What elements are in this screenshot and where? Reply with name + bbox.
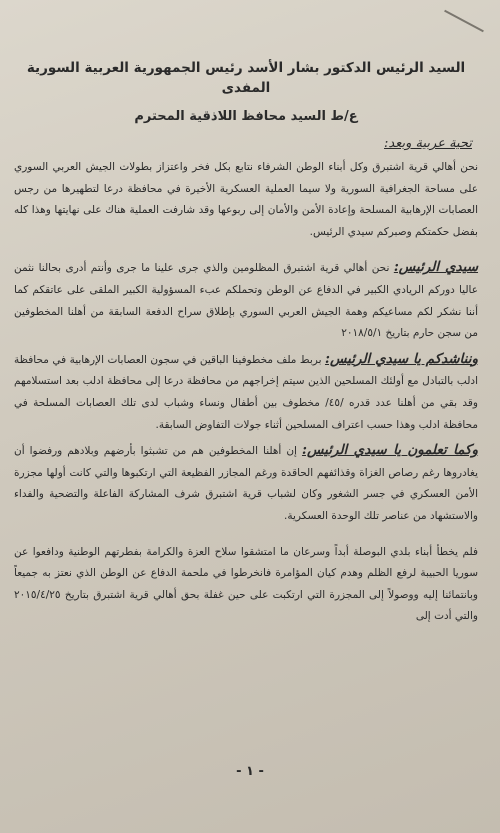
- paragraph-lead: سيدي الرئيس:: [393, 259, 479, 276]
- paragraph-2: [14, 257, 478, 344]
- greeting: تحية عربية وبعد:: [384, 136, 472, 151]
- corner-fold-mark: [444, 10, 484, 32]
- paragraph-text: فلم يخطأ أبناء بلدي البوصلة أبداً وسرعان ما امتشقوا سلاح العزة والكرامة بفطرتهم الوطنية ودافعوا عن سوريا الحبيبة لرفع الظلم وهدم كيان المؤامرة فانخرطوا في ملحمة الدفاع عن الوطن الذي نعتز به جميعاً وبانتمائنا إليه ووصولاً إلى المجزرة التي ارتكبت على حين غفلة بحق أهالي قرية اشتبرق بتاريخ ٢٠١٥/٤/٢٥ والتي أدت إلى: [14, 545, 478, 623]
- paragraph-text: بربط ملف مخطوفينا الباقين في سجون العصابات الإرهابية في محافظة ادلب بالتبادل مع أولئك المسلحين الذين سيتم إخراجهم من محافظة درعا إلى محافظة ادلب بعد استسلامهم وقد بقي من أهلنا عدد قدره /٤٥/ مخطوف بين أطفال ونساء وشباب لدى تلك العصابات المسلحة في محافظة ادلب وهذا حسب اعتراف المسلحين أثناء جولات التفاوض السابقة.: [14, 353, 479, 431]
- paragraph-text: إن أهلنا المخطوفين هم من تشبثوا بأرضهم وبلادهم ورفضوا أن يغادروها رغم رصاص الغزاة وقذائفهم الحاقدة ورغم المجازر الفظيعة التي ارتكبوها والتي كانت أولها مجزرة الأمن العسكري في جسر الشغور وكان لشباب قرية اشتبرق شرف المشاركة الفاعلة والتضحية والفداء والاستشهاد من عناصر تلك الوحدة العسكرية.: [14, 445, 478, 522]
- page-number: - ١ -: [236, 764, 264, 779]
- paragraph-5: [14, 542, 478, 628]
- paragraph-lead: ونناشدكم يا سيدي الرئيس:: [324, 350, 478, 367]
- addressee-via: ع/ط السيد محافظ اللاذقية المحترم: [134, 109, 358, 124]
- paragraph-text: نحن أهالي قرية اشتبرق المظلومين والذي جرى علينا ما جرى وأنتم أدرى بحالنا نثمن عاليا دوركم الريادي الكبير في الدفاع عن الوطن وتحملكم عبء المسؤولية الكبير الملقى على عاتقكم كما أننا نشكر لكم مساعيكم وهمة الجيش العربي السوري بإطلاق سراح الدفعة السابقة من أهلنا المخطوفين من سجن حارم بتاريخ ٢٠١٨/٥/١: [14, 262, 478, 340]
- paragraph-3: [14, 349, 478, 436]
- paragraph-text: نحن أهالي قرية اشتبرق وكل أبناء الوطن الشرفاء نتابع بكل فخر واعتزاز بطولات الجيش العربي السوري على مساحة الجغرافية السورية ولا سيما العملية العسكرية الأخيرة في محافظة درعا لتطهيرها من رجس العصابات الإرهابية المسلحة وإعادة الأمن والأمان إلى ربوعها وقد شارفت العملية هناك على نهايتها وهذا كله بفضل حكمتكم وصبركم سيدي الرئيس.: [14, 161, 478, 238]
- paragraph-1: [14, 157, 478, 243]
- addressee-title: السيد الرئيس الدكتور بشار الأسد رئيس الجمهورية العربية السورية المفدى: [26, 60, 466, 96]
- paragraph-lead: وكما تعلمون يا سيدي الرئيس:: [301, 442, 479, 459]
- paragraph-4: [14, 440, 478, 527]
